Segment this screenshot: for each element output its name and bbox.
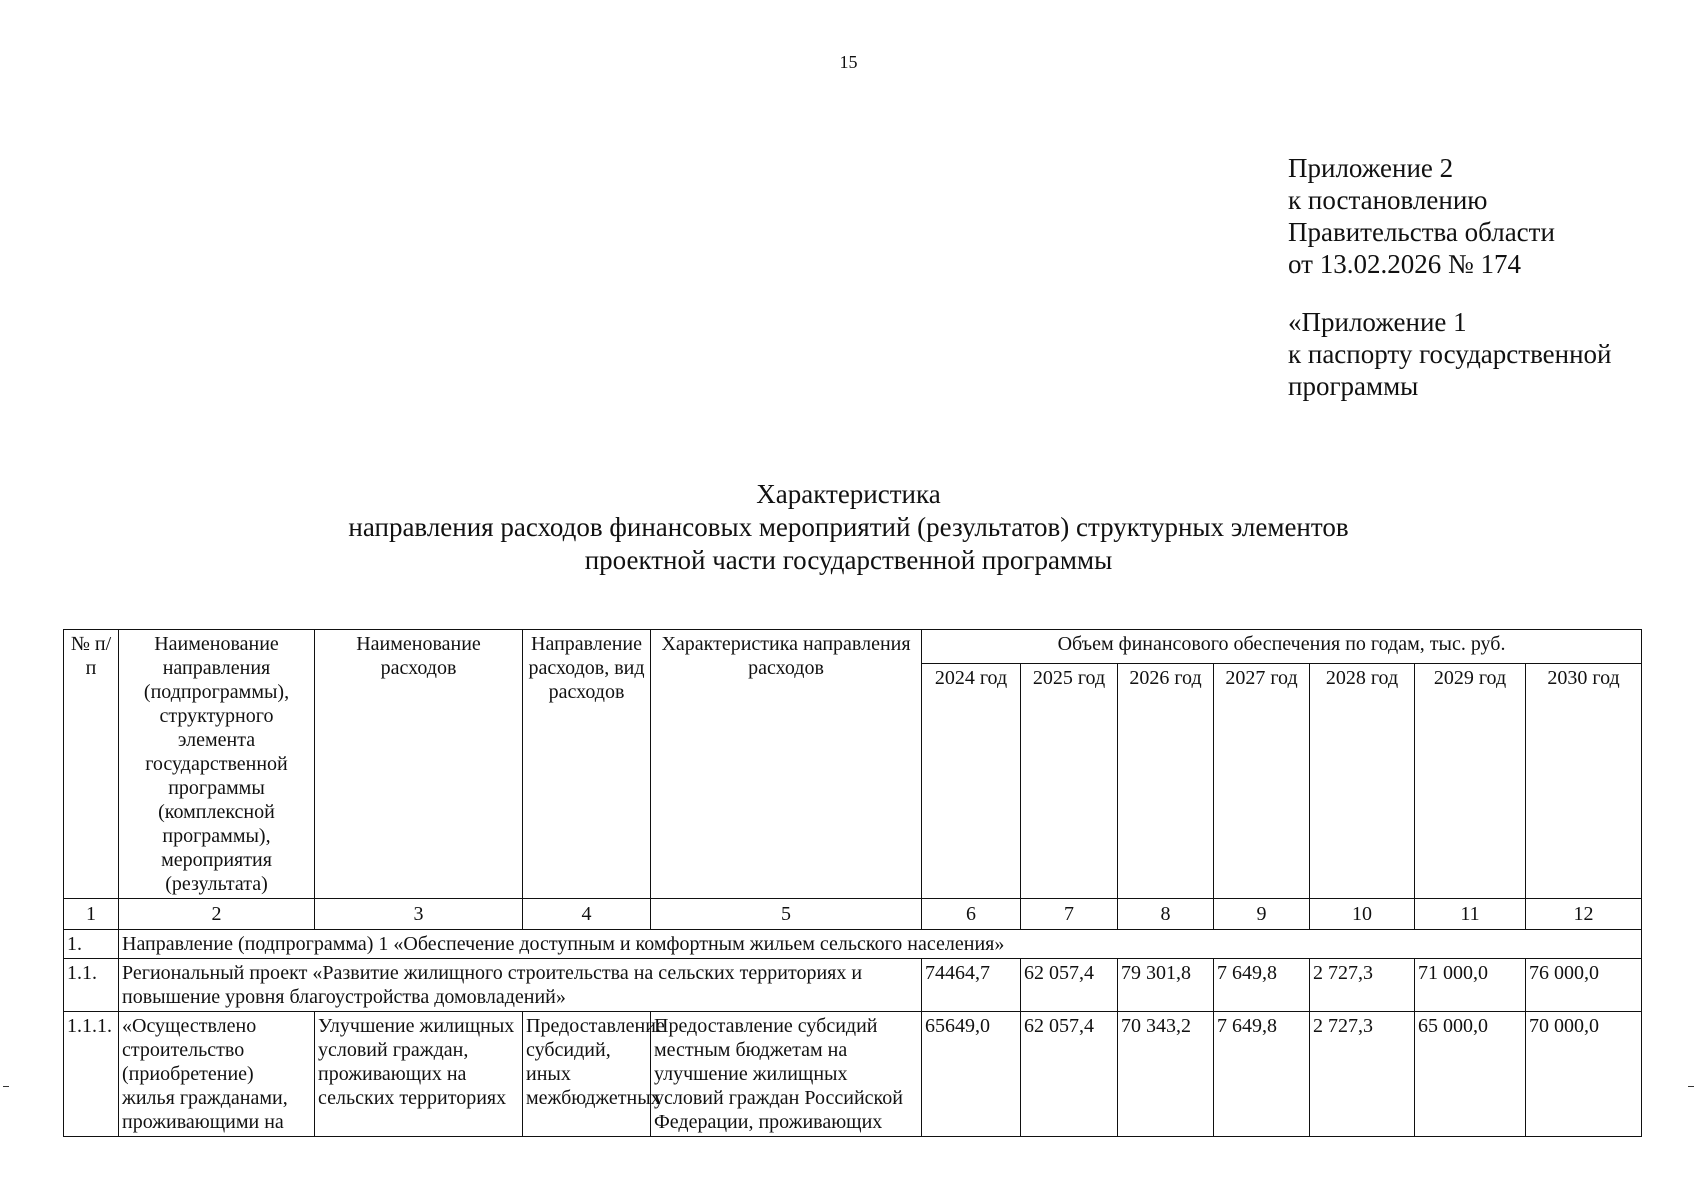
- appendix-block: [1288, 152, 1612, 402]
- appendix-quote-line: «Приложение 1: [1288, 307, 1467, 337]
- header-direction: Направление расходов, вид расходов: [523, 630, 651, 899]
- value-cell: 79 301,8: [1118, 959, 1214, 1012]
- column-number: 12: [1526, 899, 1642, 930]
- margin-mark: [1688, 1086, 1694, 1087]
- header-year: 2028 год: [1310, 663, 1415, 898]
- column-number: 2: [119, 899, 315, 930]
- value-cell: 2 727,3: [1310, 1012, 1415, 1137]
- header-year: 2024 год: [922, 663, 1021, 898]
- header-characteristic: Характеристика направления расходов: [651, 630, 922, 899]
- header-year: 2026 год: [1118, 663, 1214, 898]
- value-cell: 65 000,0: [1415, 1012, 1526, 1137]
- value-cell: 65649,0: [922, 1012, 1021, 1137]
- row-direction: Предоставление субсидий, иных межбюджетных: [523, 1012, 651, 1137]
- value-cell: 76 000,0: [1526, 959, 1642, 1012]
- row-num: 1.: [64, 930, 119, 959]
- value-cell: 62 057,4: [1021, 959, 1118, 1012]
- value-cell: 7 649,8: [1214, 1012, 1310, 1137]
- column-number: 8: [1118, 899, 1214, 930]
- column-number: 10: [1310, 899, 1415, 930]
- appendix-quote-line: к паспорту государственной: [1288, 339, 1612, 369]
- column-number: 3: [315, 899, 523, 930]
- appendix-line: Приложение 2: [1288, 153, 1454, 183]
- header-expense-name: Наименование расходов: [315, 630, 523, 899]
- header-year: 2027 год: [1214, 663, 1310, 898]
- title-line: Характеристика: [756, 479, 941, 509]
- column-number: 1: [64, 899, 119, 930]
- table-row: [64, 1012, 1642, 1137]
- row-num: 1.1.: [64, 959, 119, 1012]
- row-text: Региональный проект «Развитие жилищного строительства на сельских территориях и повышение уровня благоустройства домовладений»: [119, 959, 922, 1012]
- column-number: 11: [1415, 899, 1526, 930]
- row-characteristic: Предоставление субсидий местным бюджетам на улучшение жилищных условий граждан Российской Федерации, проживающих: [651, 1012, 922, 1137]
- row-expense-name: Улучшение жилищных условий граждан, проживающих на сельских территориях: [315, 1012, 523, 1137]
- document-title: [0, 478, 1697, 577]
- page-number: 15: [839, 52, 858, 72]
- header-year: 2025 год: [1021, 663, 1118, 898]
- value-cell: 7 649,8: [1214, 959, 1310, 1012]
- expenses-table: [63, 629, 1642, 1137]
- header-num: № п/п: [64, 630, 119, 899]
- header-year: 2029 год: [1415, 663, 1526, 898]
- value-cell: 2 727,3: [1310, 959, 1415, 1012]
- header-name: Наименование направления (подпрограммы), структурного элемента государственной программы (комплексной программы), мероприятия (результата): [119, 630, 315, 899]
- value-cell: 70 000,0: [1526, 1012, 1642, 1137]
- value-cell: 74464,7: [922, 959, 1021, 1012]
- header-funding: Объем финансового обеспечения по годам, тыс. руб.: [922, 630, 1642, 664]
- column-number: 9: [1214, 899, 1310, 930]
- appendix-line: Правительства области: [1288, 217, 1555, 247]
- value-cell: 71 000,0: [1415, 959, 1526, 1012]
- table-row: [64, 930, 1642, 959]
- column-number: 5: [651, 899, 922, 930]
- appendix-line: от 13.02.2026 № 174: [1288, 249, 1521, 279]
- appendix-quote-line: программы: [1288, 371, 1419, 401]
- appendix-line: к постановлению: [1288, 185, 1488, 215]
- header-year: 2030 год: [1526, 663, 1642, 898]
- column-number: 4: [523, 899, 651, 930]
- title-line: проектной части государственной программы: [584, 545, 1113, 575]
- margin-mark: [3, 1086, 9, 1087]
- column-number: 6: [922, 899, 1021, 930]
- column-number: 7: [1021, 899, 1118, 930]
- row-num: 1.1.1.: [64, 1012, 119, 1137]
- row-name: «Осуществлено строительство (приобретение) жилья гражданами, проживающими на: [119, 1012, 315, 1137]
- title-line: направления расходов финансовых мероприятий (результатов) структурных элементов: [348, 512, 1349, 542]
- row-text: Направление (подпрограмма) 1 «Обеспечение доступным и комфортным жильем сельского населения»: [119, 930, 1642, 959]
- value-cell: 70 343,2: [1118, 1012, 1214, 1137]
- value-cell: 62 057,4: [1021, 1012, 1118, 1137]
- table-row: [64, 959, 1642, 1012]
